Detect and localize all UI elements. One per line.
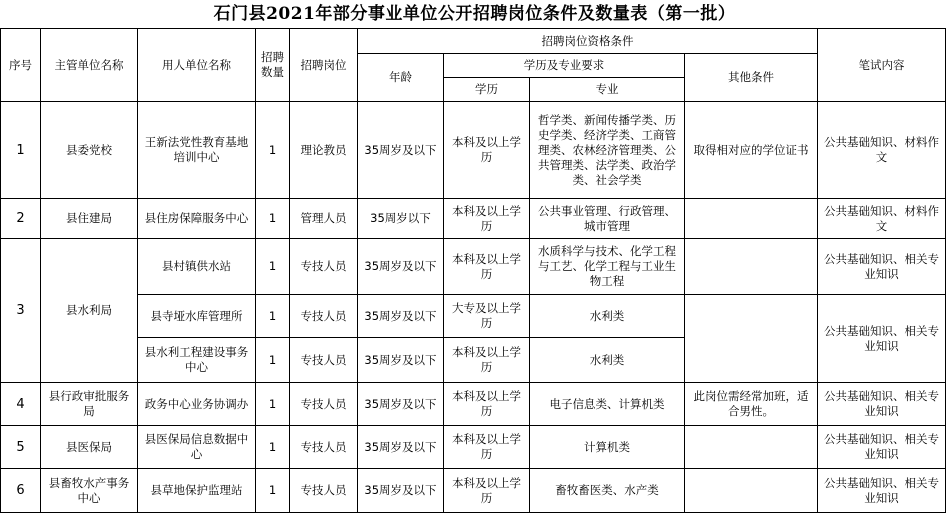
cell-unit: 县医保局信息数据中心 (138, 426, 256, 469)
cell-exam: 公共基础知识、相关专业知识 (818, 426, 946, 469)
cell-age: 35周岁及以下 (358, 383, 444, 426)
header-qualification: 招聘岗位资格条件 (358, 29, 818, 54)
header-other: 其他条件 (685, 54, 818, 102)
cell-count: 1 (256, 102, 290, 199)
cell-count: 1 (256, 199, 290, 239)
cell-major: 哲学类、新闻传播学类、历史学类、经济学类、工商管理类、农林经济管理类、公共管理类、法学类、政治学类、社会学类 (530, 102, 685, 199)
cell-major: 公共事业管理、行政管理、城市管理 (530, 199, 685, 239)
cell-count: 1 (256, 383, 290, 426)
table-row (1, 469, 946, 513)
header-unit: 用人单位名称 (138, 29, 256, 102)
table-row (1, 426, 946, 469)
page-title: 石门县2021年部分事业单位公开招聘岗位条件及数量表（第一批） (213, 4, 736, 24)
cell-exam: 公共基础知识、相关专业知识 (818, 383, 946, 426)
cell-edu: 本科及以上学历 (444, 338, 530, 383)
header-post: 招聘岗位 (290, 29, 358, 102)
cell-seq: 2 (1, 199, 41, 239)
cell-edu: 本科及以上学历 (444, 383, 530, 426)
cell-age: 35周岁及以下 (358, 295, 444, 338)
cell-dept: 县水利局 (41, 239, 138, 383)
table-row (1, 239, 946, 295)
cell-unit: 县住房保障服务中心 (138, 199, 256, 239)
cell-dept: 县医保局 (41, 426, 138, 469)
cell-other (685, 426, 818, 469)
cell-post: 专技人员 (290, 469, 358, 513)
cell-post: 管理人员 (290, 199, 358, 239)
cell-edu: 本科及以上学历 (444, 426, 530, 469)
cell-other: 取得相对应的学位证书 (685, 102, 818, 199)
cell-dept: 县行政审批服务局 (41, 383, 138, 426)
header-age: 年龄 (358, 54, 444, 102)
cell-seq: 5 (1, 426, 41, 469)
header-seq: 序号 (1, 29, 41, 102)
cell-count: 1 (256, 239, 290, 295)
cell-major: 畜牧畜医类、水产类 (530, 469, 685, 513)
cell-age: 35周岁及以下 (358, 338, 444, 383)
cell-post: 专技人员 (290, 426, 358, 469)
cell-edu: 本科及以上学历 (444, 199, 530, 239)
cell-major: 计算机类 (530, 426, 685, 469)
cell-post: 专技人员 (290, 239, 358, 295)
cell-exam: 公共基础知识、相关专业知识 (818, 295, 946, 383)
cell-post: 专技人员 (290, 383, 358, 426)
cell-other (685, 239, 818, 295)
cell-unit: 县草地保护监理站 (138, 469, 256, 513)
header-count: 招聘数量 (256, 29, 290, 102)
cell-age: 35周岁及以下 (358, 426, 444, 469)
header-edu: 学历 (444, 78, 530, 102)
cell-age: 35周岁及以下 (358, 239, 444, 295)
cell-unit: 县水利工程建设事务中心 (138, 338, 256, 383)
cell-post: 专技人员 (290, 338, 358, 383)
cell-count: 1 (256, 295, 290, 338)
header-dept: 主管单位名称 (41, 29, 138, 102)
cell-post: 专技人员 (290, 295, 358, 338)
cell-age: 35周岁及以下 (358, 102, 444, 199)
cell-exam: 公共基础知识、相关专业知识 (818, 239, 946, 295)
cell-age: 35周岁及以下 (358, 469, 444, 513)
cell-dept: 县委党校 (41, 102, 138, 199)
cell-seq: 6 (1, 469, 41, 513)
table-row (1, 295, 946, 338)
cell-major: 水质科学与技术、化学工程与工艺、化学工程与工业生物工程 (530, 239, 685, 295)
cell-other: 此岗位需经常加班，适合男性。 (685, 383, 818, 426)
cell-major: 水利类 (530, 338, 685, 383)
cell-unit: 政务中心业务协调办 (138, 383, 256, 426)
table-row (1, 199, 946, 239)
cell-other (685, 295, 818, 383)
cell-exam: 公共基础知识、材料作文 (818, 199, 946, 239)
cell-count: 1 (256, 469, 290, 513)
recruitment-table (0, 28, 946, 513)
cell-dept: 县畜牧水产事务中心 (41, 469, 138, 513)
cell-unit: 县寺垭水库管理所 (138, 295, 256, 338)
cell-major: 电子信息类、计算机类 (530, 383, 685, 426)
cell-seq: 3 (1, 239, 41, 383)
table-row (1, 102, 946, 199)
cell-post: 理论教员 (290, 102, 358, 199)
cell-major: 水利类 (530, 295, 685, 338)
cell-unit: 县村镇供水站 (138, 239, 256, 295)
cell-edu: 本科及以上学历 (444, 102, 530, 199)
cell-seq: 4 (1, 383, 41, 426)
header-row (1, 29, 946, 54)
cell-count: 1 (256, 426, 290, 469)
cell-edu: 大专及以上学历 (444, 295, 530, 338)
cell-exam: 公共基础知识、材料作文 (818, 102, 946, 199)
cell-age: 35周岁以下 (358, 199, 444, 239)
cell-count: 1 (256, 338, 290, 383)
header-exam: 笔试内容 (818, 29, 946, 102)
cell-unit: 王新法党性教育基地培训中心 (138, 102, 256, 199)
table-row (1, 383, 946, 426)
header-major: 专业 (530, 78, 685, 102)
cell-dept: 县住建局 (41, 199, 138, 239)
cell-other (685, 199, 818, 239)
cell-other (685, 469, 818, 513)
header-edu-major: 学历及专业要求 (444, 54, 685, 78)
cell-edu: 本科及以上学历 (444, 239, 530, 295)
cell-seq: 1 (1, 102, 41, 199)
cell-exam: 公共基础知识、相关专业知识 (818, 469, 946, 513)
cell-edu: 本科及以上学历 (444, 469, 530, 513)
